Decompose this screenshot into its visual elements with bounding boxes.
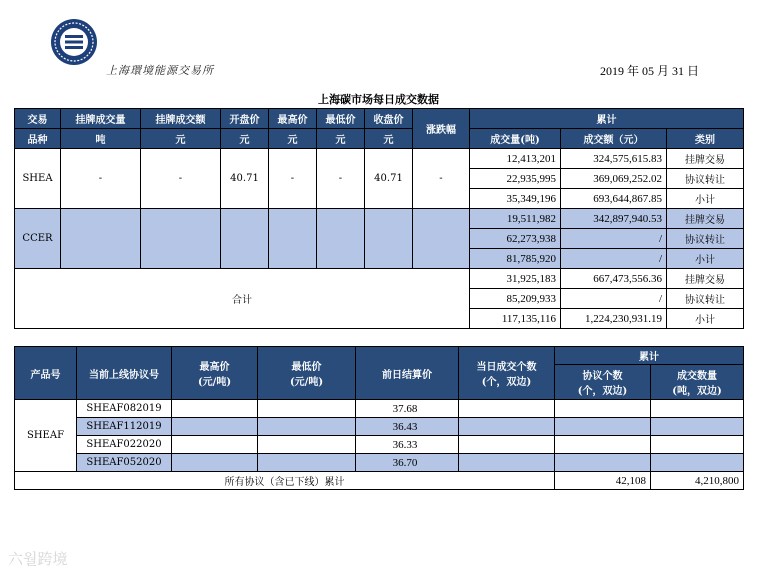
cell-empty	[221, 209, 269, 269]
cell-cum-amount: /	[561, 229, 667, 249]
header-cum-count: 协议个数 (个，双边)	[555, 365, 651, 400]
header-high: 最高价 (元/吨)	[172, 347, 258, 400]
header-category: 类别	[667, 129, 744, 149]
header-settle: 前日结算价	[356, 347, 459, 400]
header-product-line2: 品种	[15, 129, 61, 149]
header-product-no: 产品号	[15, 347, 77, 400]
unit-listed-amount: 元	[141, 129, 221, 149]
header-cum-amount: 成交额（元）	[561, 129, 667, 149]
cell-cum-amount: /	[561, 249, 667, 269]
cell-empty	[172, 418, 258, 436]
futures-contract-table	[14, 346, 744, 490]
cell-low: -	[317, 149, 365, 209]
unit-open: 元	[221, 129, 269, 149]
cell-empty	[258, 454, 356, 472]
cell-category: 协议转让	[667, 169, 744, 189]
exchange-logo-icon	[50, 18, 98, 66]
table-row	[15, 454, 744, 472]
cell-empty	[317, 209, 365, 269]
cell-empty	[258, 400, 356, 418]
cell-empty	[61, 209, 141, 269]
total-label: 合计	[15, 269, 470, 329]
header-low: 最低价 (元/吨)	[258, 347, 356, 400]
header-listed-volume: 挂牌成交量	[61, 109, 141, 129]
cell-settle: 37.68	[356, 400, 459, 418]
cell-contract: SHEAF022020	[77, 436, 172, 454]
cell-cum-volume: 35,349,196	[470, 189, 561, 209]
cell-settle: 36.70	[356, 454, 459, 472]
cell-settle: 36.43	[356, 418, 459, 436]
unit-close: 元	[365, 129, 413, 149]
total-label: 所有协议（含已下线）累计	[15, 472, 555, 490]
cell-empty	[172, 436, 258, 454]
report-date: 2019 年 05 月 31 日	[600, 64, 700, 78]
cell-category: 协议转让	[667, 289, 744, 309]
table-row	[15, 209, 744, 229]
cell-category: 小计	[667, 249, 744, 269]
cell-empty	[555, 418, 651, 436]
cell-cum-volume: 85,209,933	[470, 289, 561, 309]
table-row	[15, 472, 744, 490]
header-cumulative: 累计	[555, 347, 744, 365]
cell-cum-amount: 324,575,615.83	[561, 149, 667, 169]
cell-cum-amount: 1,224,230,931.19	[561, 309, 667, 329]
unit-high: 元	[269, 129, 317, 149]
cell-empty	[459, 436, 555, 454]
cell-empty	[413, 209, 470, 269]
cell-contract: SHEAF082019	[77, 400, 172, 418]
cell-empty	[269, 209, 317, 269]
cell-empty	[459, 418, 555, 436]
header-change: 涨跌幅	[413, 109, 470, 149]
table-row	[15, 269, 744, 289]
header-cum-volume: 成交量(吨)	[470, 129, 561, 149]
cell-empty	[555, 454, 651, 472]
table-row	[15, 436, 744, 454]
header-listed-amount: 挂牌成交额	[141, 109, 221, 129]
header-contract: 当前上线协议号	[77, 347, 172, 400]
cell-cum-volume: 117,135,116	[470, 309, 561, 329]
cell-cum-volume: 81,785,920	[470, 249, 561, 269]
cell-listed-amount: -	[141, 149, 221, 209]
cell-empty	[651, 454, 744, 472]
cell-category: 挂牌交易	[667, 149, 744, 169]
cell-open: 40.71	[221, 149, 269, 209]
header-cumulative: 累计	[470, 109, 744, 129]
table-row	[15, 149, 744, 169]
cell-empty	[141, 209, 221, 269]
header-today-count: 当日成交个数 (个，双边)	[459, 347, 555, 400]
product-sheaf: SHEAF	[15, 400, 77, 472]
header-low: 最低价	[317, 109, 365, 129]
cell-empty	[258, 418, 356, 436]
cell-category: 挂牌交易	[667, 269, 744, 289]
cell-settle: 36.33	[356, 436, 459, 454]
cell-contract: SHEAF112019	[77, 418, 172, 436]
cell-contract: SHEAF052020	[77, 454, 172, 472]
header-close: 收盘价	[365, 109, 413, 129]
cell-empty	[555, 436, 651, 454]
cell-empty	[459, 454, 555, 472]
cell-change: -	[413, 149, 470, 209]
cell-category: 协议转让	[667, 229, 744, 249]
cell-cum-volume: 19,511,982	[470, 209, 561, 229]
cell-cum-amount: 693,644,867.85	[561, 189, 667, 209]
header-product: 交易	[15, 109, 61, 129]
cell-category: 小计	[667, 189, 744, 209]
header-high: 最高价	[269, 109, 317, 129]
unit-listed-volume: 吨	[61, 129, 141, 149]
cell-category: 挂牌交易	[667, 209, 744, 229]
cell-empty	[555, 400, 651, 418]
cell-cum-amount: 667,473,556.36	[561, 269, 667, 289]
cell-listed-volume: -	[61, 149, 141, 209]
cell-empty	[459, 400, 555, 418]
product-ccer: CCER	[15, 209, 61, 269]
cell-total-qty: 4,210,800	[651, 472, 744, 490]
table-row	[15, 400, 744, 418]
header-open: 开盘价	[221, 109, 269, 129]
cell-cum-amount: /	[561, 289, 667, 309]
cell-high: -	[269, 149, 317, 209]
cell-empty	[172, 400, 258, 418]
cell-empty	[651, 418, 744, 436]
cell-empty	[258, 436, 356, 454]
table-row	[15, 418, 744, 436]
header-cum-qty: 成交数量 (吨，双边)	[651, 365, 744, 400]
unit-low: 元	[317, 129, 365, 149]
cell-empty	[172, 454, 258, 472]
cell-cum-amount: 369,069,252.02	[561, 169, 667, 189]
cell-cum-volume: 22,935,995	[470, 169, 561, 189]
logo-text: 上海環境能源交易所	[106, 64, 214, 77]
cell-empty	[365, 209, 413, 269]
daily-trading-table	[14, 108, 744, 329]
cell-cum-volume: 12,413,201	[470, 149, 561, 169]
cell-close: 40.71	[365, 149, 413, 209]
cell-cum-volume: 31,925,183	[470, 269, 561, 289]
watermark: 六월跨境	[8, 550, 68, 568]
cell-total-count: 42,108	[555, 472, 651, 490]
cell-category: 小计	[667, 309, 744, 329]
page-title: 上海碳市场每日成交数据	[318, 93, 439, 106]
cell-empty	[651, 436, 744, 454]
product-shea: SHEA	[15, 149, 61, 209]
cell-cum-amount: 342,897,940.53	[561, 209, 667, 229]
cell-empty	[651, 400, 744, 418]
cell-cum-volume: 62,273,938	[470, 229, 561, 249]
